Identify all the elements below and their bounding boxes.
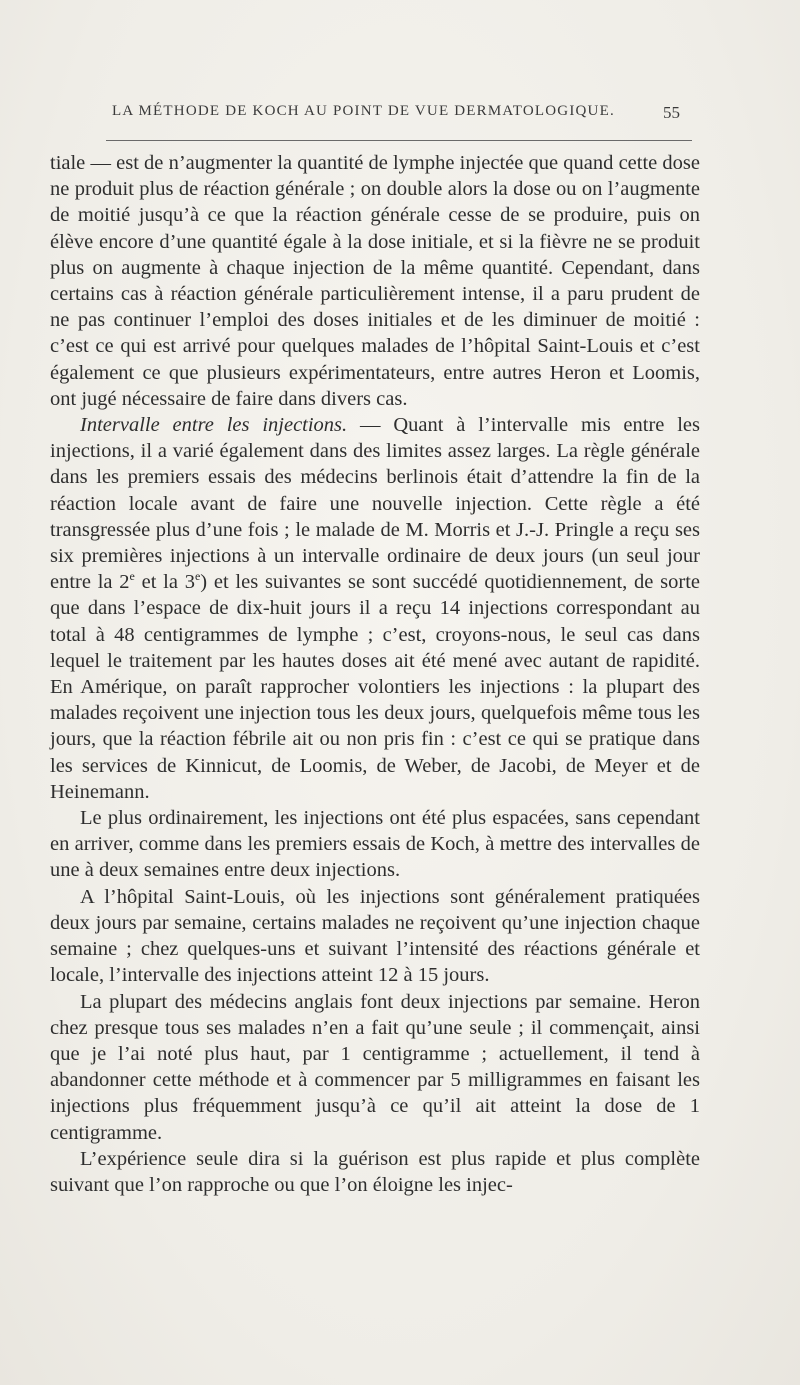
paragraph: Le plus ordinairement, les injections ont été plus espacées, sans cependant en arriver, comme dans les premiers essais de Koch, à mettre des intervalles de une à deux semaines entre deux injections. bbox=[50, 807, 700, 882]
paragraph: La plupart des médecins anglais font deux injections par semaine. Heron chez presque tous ses malades n’en a fait qu’une seule ; il commençait, ainsi que je l’ai noté plus haut, par 1 centigramme ; actuellement, il tend à abandonner cette méthode et à commencer par 5 milligrammes en faisant les injections plus fréquemment jusqu’à ce qu’il ait atteint la dose de 1 centigramme. bbox=[50, 990, 700, 1144]
paragraph-text: — Quant à l’intervalle mis entre les injections, il a varié également dans des limites assez larges. La règle générale dans les premiers essais des médecins berlinois était d’attendre la fin de la réaction locale avant de faire une nouvelle injection. Cette règle a été transgressée plus d’une fois ; le malade de M. Morris et J.-J. Pringle a reçu ses six premières injections à un intervalle ordinaire de deux jours (un seul jour entre la 2 bbox=[50, 414, 700, 594]
superscript: e bbox=[129, 569, 135, 584]
paragraph: L’expérience seule dira si la guérison est plus rapide et plus complète suivant que l’on rapproche ou que l’on éloigne les injec- bbox=[50, 1147, 700, 1196]
paragraph-continuation: tiale — est de n’augmenter la quantité de lymphe injectée que quand cette dose ne produit plus de réaction générale ; on double alors la dose ou on l’augmente de moitié jusqu’à ce que la réaction générale cesse de se produire, puis on élève encore d’une quantité égale à la dose initiale, et si la fièvre ne se produit plus on augmente à chaque injection de la même quantité. Cependant, dans certains cas à réaction générale particulièrement intense, il a paru prudent de ne pas continuer l’emploi des doses initiales et de les diminuer de moitié : c’est ce qui est arrivé pour quelques malades de l’hôpital Saint-Louis et c’est également ce que plusieurs expérimentateurs, entre autres Heron et Loomis, ont jugé nécessaire de faire dans divers cas. bbox=[50, 152, 700, 410]
running-header bbox=[112, 103, 680, 127]
running-title: LA MÉTHODE DE KOCH AU POINT DE VUE DERMATOLOGIQUE. bbox=[112, 103, 615, 119]
paragraph-text: et la 3 bbox=[134, 571, 195, 594]
header-rule bbox=[106, 140, 692, 141]
body-text bbox=[50, 150, 700, 1198]
paragraph: A l’hôpital Saint-Louis, où les injections sont généralement pratiquées deux jours par semaine, certains malades ne reçoivent qu’une injection chaque semaine ; chez quelques-uns et suivant l’intensité des réactions générale et locale, l’intervalle des injections atteint 12 à 15 jours. bbox=[50, 885, 700, 987]
superscript: e bbox=[194, 569, 201, 584]
page-number: 55 bbox=[663, 103, 680, 122]
section-heading: Intervalle entre les injections. bbox=[80, 414, 348, 437]
paragraph-text: ) et les suivantes se sont succédé quotidiennement, de sorte que dans l’espace de dix-huit jours il a reçu 14 injections correspondant au total à 48 centigrammes de lymphe ; c’est, croyons-nous, le seul cas dans lequel le traitement par les hautes doses ait été mené avec autant de rapidité. En Amérique, on paraît rapprocher volontiers les injections : la plupart des malades reçoivent une injection tous les deux jours, quelquefois même tous les jours, que la réaction fébrile ait ou non pris fin : c’est ce qui se pratique dans les services de Kinnicut, de Loomis, de Weber, de Jacobi, de Meyer et de Heinemann. bbox=[50, 571, 700, 803]
paragraph-intervalle bbox=[50, 412, 700, 805]
